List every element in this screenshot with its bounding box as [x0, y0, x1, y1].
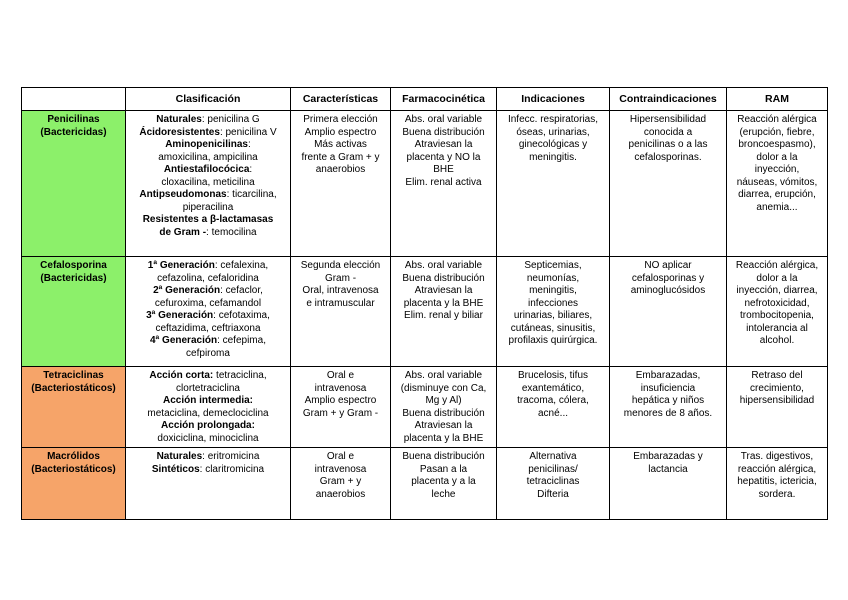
cell-line: intravenosa: [314, 463, 367, 475]
classification-drugs: :: [248, 139, 251, 150]
farmacocinetica-cell: [391, 257, 497, 367]
cell-line: cefalosporinas.: [634, 151, 702, 163]
cell-line: dolor a la: [756, 272, 798, 284]
caracteristicas-cell: [291, 111, 391, 257]
classification-line: [129, 464, 287, 477]
drug-group-label: Penicilinas: [47, 114, 100, 125]
cell-line: Reacción alérgica,: [735, 260, 819, 271]
classification-line: [129, 420, 287, 433]
cell-line: inyección, diarrea,: [736, 285, 818, 296]
caracteristicas-cell: [291, 367, 391, 448]
cell-line: BHE: [433, 164, 454, 175]
classification-drugs: : cefalexina,: [214, 260, 269, 271]
cell-line: Segunda elección: [300, 260, 381, 271]
clasificacion-cell: [126, 448, 291, 520]
cell-line: Pasan a la: [419, 463, 468, 475]
cell-line: (erupción, fiebre,: [739, 126, 815, 138]
clasificacion-cell: [126, 367, 291, 448]
cell-line: intolerancia al: [746, 322, 808, 334]
cell-line: Oral e: [326, 451, 355, 462]
cell-line: Elim. renal activa: [405, 176, 482, 188]
ram-cell: [727, 111, 828, 257]
classification-line: [129, 395, 287, 408]
antibiotics-table: [21, 87, 828, 520]
cell-line: e intramuscular: [306, 297, 375, 309]
cell-line: reacción alérgica,: [737, 463, 817, 475]
cell-line: anemia...: [756, 201, 798, 213]
cell-line: profilaxis quirúrgica.: [508, 335, 598, 346]
cell-line: placenta y la BHE: [403, 432, 484, 444]
classification-line: [129, 152, 287, 165]
cell-line: meningitis,: [529, 285, 577, 296]
classification-subgroup: de Gram -: [159, 226, 207, 238]
cell-line: inyección,: [754, 164, 800, 175]
cell-line: Oral, intravenosa: [302, 285, 379, 296]
cell-line: Atraviesan la: [414, 420, 473, 431]
classification-subgroup: Naturales: [156, 451, 203, 462]
cell-line: Buena distribución: [402, 407, 485, 419]
classification-line: [129, 348, 287, 361]
classification-subgroup: Aminopenicilinas: [165, 139, 248, 150]
cell-line: sordera.: [758, 488, 796, 500]
cell-line: Difteria: [537, 488, 569, 500]
header-farmacocinetica: Farmacocinética: [391, 88, 497, 111]
classification-drugs: tetraciclina,: [213, 370, 267, 381]
cell-line: diarrea, erupción,: [738, 189, 816, 200]
drug-group-label: (Bactericidas): [40, 272, 107, 284]
table-row: [22, 111, 828, 257]
classification-subgroup: 3ª Generación: [146, 310, 214, 321]
cell-line: Abs. oral variable: [404, 370, 483, 381]
classification-line: [129, 164, 287, 177]
cell-line: alcohol.: [759, 335, 795, 346]
classification-subgroup: Antiestafilocócica: [163, 164, 250, 175]
contraindicaciones-cell: [610, 257, 727, 367]
cell-line: Alternativa: [529, 451, 577, 462]
cell-line: Gram + y Gram -: [302, 407, 379, 419]
cell-line: Buena distribución: [402, 126, 485, 138]
cell-line: anaerobios: [315, 164, 366, 175]
classification-line: [129, 433, 287, 446]
classification-line: [129, 127, 287, 140]
classification-drugs: : cefepima,: [217, 335, 266, 346]
cell-line: anaerobios: [315, 488, 366, 500]
cell-line: náuseas, vómitos,: [736, 176, 818, 188]
cell-line: placenta y a la: [411, 476, 476, 487]
clasificacion-cell: [126, 257, 291, 367]
header-row: [22, 88, 828, 111]
classification-drugs: cefpiroma: [186, 347, 230, 359]
drug-group-label: Tetraciclinas: [43, 370, 104, 381]
header-empty: [22, 88, 126, 111]
indicaciones-cell: [497, 257, 610, 367]
classification-drugs: :: [249, 164, 253, 175]
classification-line: [129, 335, 287, 348]
cell-line: Amplio espectro: [304, 395, 377, 406]
classification-line: [129, 260, 287, 273]
cell-line: exantemático,: [521, 382, 585, 394]
cell-line: intravenosa: [314, 382, 367, 394]
ram-cell: [727, 448, 828, 520]
classification-drugs: cefazolina, cefaloridina: [157, 272, 259, 284]
cell-line: Primera elección: [303, 114, 378, 125]
drug-group-cell: [22, 257, 126, 367]
cell-line: Buena distribución: [402, 272, 485, 284]
classification-drugs: metaciclina, demeclociclina: [147, 407, 269, 419]
classification-drugs: : ticarcilina,: [226, 189, 277, 200]
farmacocinetica-cell: [391, 367, 497, 448]
classification-line: [129, 298, 287, 311]
table-row: [22, 367, 828, 448]
classification-subgroup: Acción corta:: [149, 370, 214, 381]
cell-line: broncoespasmo),: [738, 139, 816, 150]
cell-line: (disminuye con Ca,: [400, 382, 487, 394]
drug-group-label: (Bactericidas): [40, 126, 107, 138]
drug-group-cell: [22, 367, 126, 448]
drug-group-cell: [22, 111, 126, 257]
header-indicaciones: Indicaciones: [497, 88, 610, 111]
classification-drugs: clortetraciclina: [176, 382, 240, 394]
cell-line: cutáneas, sinusitis,: [510, 322, 596, 334]
cell-line: Abs. oral variable: [404, 260, 483, 271]
cell-line: Atraviesan la: [414, 139, 473, 150]
indicaciones-cell: [497, 367, 610, 448]
cell-line: frente a Gram + y: [301, 151, 380, 163]
cell-line: meningitis.: [529, 151, 577, 163]
classification-subgroup: Naturales: [156, 114, 202, 125]
header-clasificacion: Clasificación: [126, 88, 291, 111]
header-contraindicaciones: Contraindicaciones: [610, 88, 727, 111]
classification-line: [129, 408, 287, 421]
classification-drugs: amoxicilina, ampicilina: [158, 151, 258, 163]
cell-line: Elim. renal y biliar: [404, 310, 483, 321]
cell-line: crecimiento,: [750, 382, 804, 394]
drug-group-label: Macrólidos: [47, 451, 100, 462]
indicaciones-cell: [497, 111, 610, 257]
drug-group-label: (Bacteriostáticos): [31, 463, 116, 475]
cell-line: tetraciclinas: [526, 476, 580, 487]
contraindicaciones-cell: [610, 111, 727, 257]
classification-line: [129, 273, 287, 286]
cell-line: Tras. digestivos,: [740, 451, 814, 462]
cell-line: menores de 8 años.: [623, 407, 713, 419]
cell-line: penicilinas o a las: [628, 139, 708, 150]
ram-cell: [727, 367, 828, 448]
classification-subgroup: Ácidoresistentes: [139, 126, 220, 138]
cell-line: Gram + y: [319, 476, 362, 487]
clasificacion-cell: [126, 111, 291, 257]
drug-group-cell: [22, 448, 126, 520]
cell-line: Amplio espectro: [304, 126, 377, 138]
classification-line: [129, 227, 287, 240]
farmacocinetica-cell: [391, 448, 497, 520]
cell-line: Hipersensibilidad: [629, 114, 707, 125]
contraindicaciones-cell: [610, 367, 727, 448]
cell-line: Reacción alérgica: [737, 114, 817, 125]
cell-line: penicilinas/: [528, 463, 578, 475]
cell-line: Atraviesan la: [414, 285, 473, 296]
classification-drugs: : eritromicina: [202, 451, 260, 462]
cell-line: nefrotoxicidad,: [744, 297, 810, 309]
classification-drugs: piperacilina: [182, 201, 234, 213]
classification-drugs: doxiciclina, minociclina: [157, 432, 259, 444]
classification-drugs: : claritromicina: [199, 463, 265, 475]
classification-drugs: : cefotaxima,: [213, 310, 270, 321]
cell-line: placenta y la BHE: [403, 297, 484, 309]
ram-cell: [727, 257, 828, 367]
cell-line: tracoma, cólera,: [517, 395, 589, 406]
drug-group-label: (Bacteriostáticos): [31, 382, 116, 394]
cell-line: leche: [431, 488, 456, 500]
cell-line: Gram -: [324, 272, 357, 284]
cell-line: trombocitopenia,: [740, 310, 814, 321]
cell-line: Mg y Al): [425, 395, 462, 406]
cell-line: ginecológicas y: [518, 139, 588, 150]
classification-drugs: ceftazidima, ceftriaxona: [155, 322, 261, 334]
classification-line: [129, 310, 287, 323]
cell-line: cefalosporinas y: [631, 272, 705, 284]
classification-line: [129, 189, 287, 202]
classification-subgroup: Resistentes a β-lactamasas: [142, 214, 274, 225]
cell-line: Oral e: [326, 370, 355, 381]
cell-line: neumonías,: [526, 272, 580, 284]
cell-line: urinarias, biliares,: [513, 310, 593, 321]
cell-line: conocida a: [643, 126, 693, 138]
cell-line: Retraso del: [751, 370, 803, 381]
classification-line: [129, 383, 287, 396]
cell-line: Más activas: [314, 139, 367, 150]
cell-line: placenta y NO la: [406, 151, 481, 163]
classification-drugs: cloxacilina, meticilina: [161, 176, 255, 188]
indicaciones-cell: [497, 448, 610, 520]
classification-line: [129, 370, 287, 383]
classification-subgroup: Acción prolongada:: [161, 420, 255, 431]
classification-drugs: : cefaclor,: [220, 285, 263, 296]
classification-line: [129, 202, 287, 215]
classification-line: [129, 451, 287, 464]
classification-subgroup: 4ª Generación: [150, 335, 218, 346]
cell-line: NO aplicar: [644, 260, 692, 271]
cell-line: hepatitis, ictericia,: [737, 476, 817, 487]
cell-line: Buena distribución: [402, 451, 485, 462]
classification-drugs: : penicilina G: [201, 114, 260, 125]
classification-subgroup: 1ª Generación: [147, 260, 215, 271]
classification-line: [129, 214, 287, 227]
header-caracteristicas: Características: [291, 88, 391, 111]
farmacocinetica-cell: [391, 111, 497, 257]
table-row: [22, 448, 828, 520]
cell-line: infecciones: [527, 297, 579, 309]
cell-line: Embarazadas y: [633, 451, 703, 462]
classification-subgroup: Acción intermedia:: [162, 395, 254, 406]
caracteristicas-cell: [291, 448, 391, 520]
cell-line: acné...: [537, 407, 569, 419]
cell-line: aminoglucósidos: [630, 285, 706, 296]
header-ram: RAM: [727, 88, 828, 111]
table-row: [22, 257, 828, 367]
cell-line: Embarazadas,: [635, 370, 701, 381]
cell-line: Infecc. respiratorias,: [507, 114, 599, 125]
cell-line: insuficiencia: [640, 382, 696, 394]
classification-subgroup: 2ª Generación: [153, 285, 221, 296]
cell-line: óseas, urinarias,: [516, 126, 590, 138]
cell-line: Abs. oral variable: [404, 114, 483, 125]
contraindicaciones-cell: [610, 448, 727, 520]
classification-line: [129, 323, 287, 336]
drug-group-label: Cefalosporina: [40, 260, 107, 271]
classification-line: [129, 114, 287, 127]
cell-line: hepática y niños: [631, 395, 705, 406]
cell-line: Brucelosis, tifus: [517, 370, 589, 381]
classification-drugs: : temocilina: [206, 226, 257, 238]
classification-drugs: cefuroxima, cefamandol: [154, 297, 262, 309]
cell-line: Septicemias,: [524, 260, 582, 271]
classification-line: [129, 285, 287, 298]
classification-line: [129, 177, 287, 190]
cell-line: lactancia: [648, 463, 688, 475]
cell-line: hipersensibilidad: [739, 395, 815, 406]
classification-drugs: : penicilina V: [219, 126, 277, 138]
classification-subgroup: Antipseudomonas: [139, 189, 227, 200]
classification-line: [129, 139, 287, 152]
cell-line: dolor a la: [756, 151, 798, 163]
caracteristicas-cell: [291, 257, 391, 367]
classification-subgroup: Sintéticos: [151, 463, 200, 475]
